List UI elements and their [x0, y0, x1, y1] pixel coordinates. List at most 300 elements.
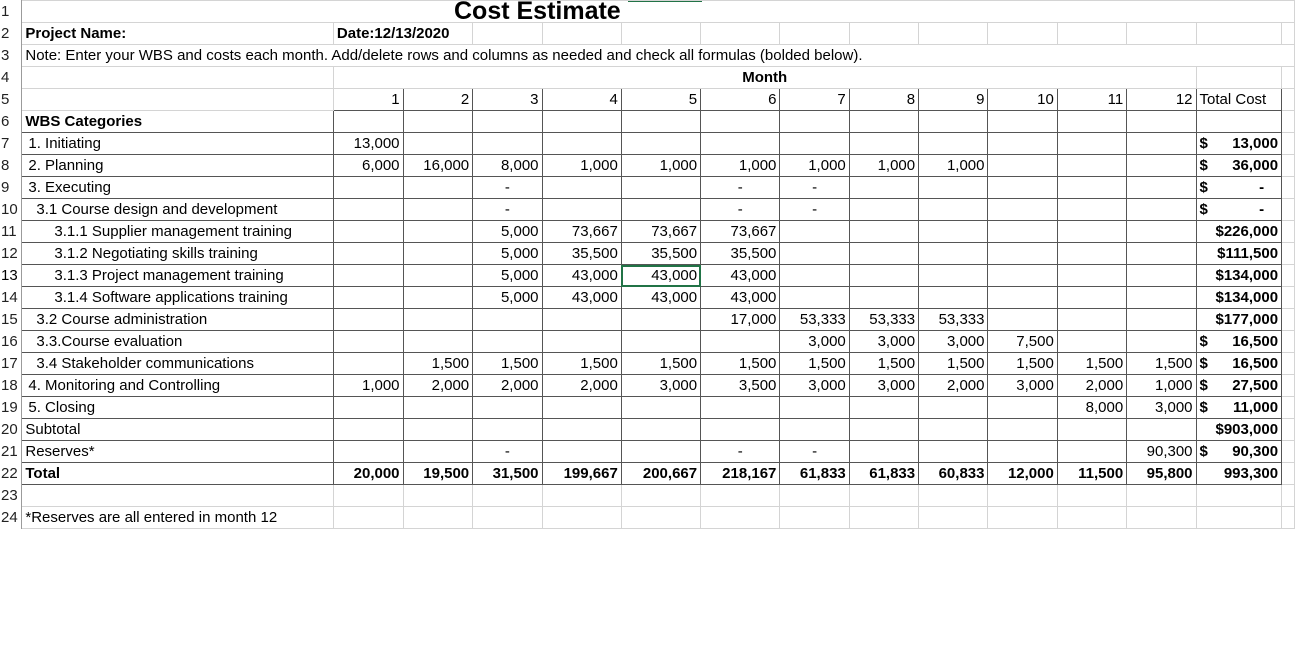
empty-cell[interactable]	[1282, 441, 1295, 463]
note-text[interactable]: Note: Enter your WBS and costs each month. Add/delete rows and columns as needed and check all formulas (bolded below).	[22, 45, 1295, 67]
empty-cell[interactable]	[473, 419, 542, 441]
month-value[interactable]	[701, 133, 780, 155]
month-value[interactable]	[1127, 133, 1196, 155]
month-value[interactable]	[988, 133, 1057, 155]
month-header[interactable]: Month	[333, 67, 1196, 89]
empty-cell[interactable]	[701, 23, 780, 45]
empty-cell[interactable]	[22, 89, 334, 111]
month-value[interactable]	[1057, 243, 1126, 265]
empty-cell[interactable]	[1196, 507, 1282, 529]
month-value[interactable]	[621, 133, 700, 155]
row-header[interactable]: 17	[0, 353, 22, 375]
empty-cell[interactable]	[621, 111, 700, 133]
row-header[interactable]: 3	[0, 45, 22, 67]
month-value[interactable]: 3,000	[780, 375, 849, 397]
empty-cell[interactable]	[403, 111, 473, 133]
month-number-7[interactable]: 7	[780, 89, 849, 111]
empty-cell[interactable]	[1057, 419, 1126, 441]
empty-cell[interactable]	[988, 507, 1057, 529]
empty-cell[interactable]	[1282, 463, 1295, 485]
month-value[interactable]: 35,500	[542, 243, 621, 265]
month-value[interactable]: 53,333	[919, 309, 988, 331]
empty-cell[interactable]	[988, 419, 1057, 441]
empty-cell[interactable]	[542, 419, 621, 441]
month-value[interactable]	[919, 199, 988, 221]
empty-cell[interactable]	[780, 23, 849, 45]
month-value[interactable]	[333, 353, 403, 375]
month-value[interactable]	[1127, 199, 1196, 221]
month-value[interactable]: 3,000	[621, 375, 700, 397]
month-value[interactable]	[780, 265, 849, 287]
month-total[interactable]: 61,833	[780, 463, 849, 485]
month-value[interactable]: 13,000	[333, 133, 403, 155]
empty-cell[interactable]	[919, 507, 988, 529]
empty-cell[interactable]	[1127, 507, 1196, 529]
month-value[interactable]	[333, 243, 403, 265]
empty-cell[interactable]	[1127, 485, 1196, 507]
wbs-label[interactable]: 1. Initiating	[22, 133, 334, 155]
empty-cell[interactable]	[1282, 243, 1295, 265]
empty-cell[interactable]	[1282, 507, 1295, 529]
month-value[interactable]: 1,000	[333, 375, 403, 397]
row-total[interactable]	[1196, 331, 1282, 353]
row-header[interactable]: 5	[0, 89, 22, 111]
month-value[interactable]: 5,000	[473, 243, 542, 265]
empty-cell[interactable]	[988, 23, 1057, 45]
month-value[interactable]	[403, 331, 473, 353]
empty-cell[interactable]	[621, 419, 700, 441]
wbs-categories-header[interactable]: WBS Categories	[22, 111, 334, 133]
month-number-3[interactable]: 3	[473, 89, 542, 111]
month-value[interactable]	[1127, 243, 1196, 265]
empty-cell[interactable]	[473, 507, 542, 529]
month-value[interactable]: -	[701, 199, 780, 221]
month-value[interactable]: 1,500	[780, 353, 849, 375]
wbs-label[interactable]: 5. Closing	[22, 397, 334, 419]
month-number-1[interactable]: 1	[333, 89, 403, 111]
month-value[interactable]	[333, 287, 403, 309]
month-number-6[interactable]: 6	[701, 89, 780, 111]
row-header[interactable]: 1	[0, 1, 22, 23]
month-value[interactable]: 5,000	[473, 265, 542, 287]
month-value[interactable]	[780, 221, 849, 243]
row-total[interactable]	[1196, 375, 1282, 397]
month-value[interactable]: 8,000	[473, 155, 542, 177]
wbs-label[interactable]: 3.1.3 Project management training	[22, 265, 334, 287]
month-value[interactable]	[403, 243, 473, 265]
row-total[interactable]: $177,000	[1196, 309, 1282, 331]
row-header[interactable]: 4	[0, 67, 22, 89]
month-value[interactable]	[333, 265, 403, 287]
month-value[interactable]	[1127, 177, 1196, 199]
empty-cell[interactable]	[1196, 485, 1282, 507]
month-value[interactable]: 43,000	[542, 265, 621, 287]
empty-cell[interactable]	[621, 485, 700, 507]
empty-cell[interactable]	[849, 111, 918, 133]
month-value[interactable]	[919, 221, 988, 243]
month-value[interactable]	[333, 441, 403, 463]
month-value[interactable]: 1,000	[621, 155, 700, 177]
month-value[interactable]	[1127, 155, 1196, 177]
month-value[interactable]	[919, 441, 988, 463]
month-value[interactable]	[919, 287, 988, 309]
month-value[interactable]: 5,000	[473, 221, 542, 243]
month-value[interactable]	[988, 243, 1057, 265]
month-value[interactable]	[988, 221, 1057, 243]
empty-cell[interactable]	[1057, 111, 1126, 133]
month-value[interactable]: 3,000	[780, 331, 849, 353]
empty-cell[interactable]	[1282, 67, 1295, 89]
empty-cell[interactable]	[701, 485, 780, 507]
month-value[interactable]	[849, 287, 918, 309]
empty-cell[interactable]	[542, 485, 621, 507]
month-value[interactable]: 2,000	[542, 375, 621, 397]
month-value[interactable]: 90,300	[1127, 441, 1196, 463]
month-total[interactable]: 95,800	[1127, 463, 1196, 485]
empty-cell[interactable]	[542, 23, 621, 45]
month-number-12[interactable]: 12	[1127, 89, 1196, 111]
subtotal-total[interactable]: $903,000	[1196, 419, 1282, 441]
month-value[interactable]: 2,000	[403, 375, 473, 397]
empty-cell[interactable]	[403, 419, 473, 441]
empty-cell[interactable]	[1282, 353, 1295, 375]
month-value[interactable]	[701, 397, 780, 419]
month-value[interactable]	[403, 397, 473, 419]
wbs-label[interactable]: 2. Planning	[22, 155, 334, 177]
empty-cell[interactable]	[1282, 397, 1295, 419]
month-value[interactable]	[542, 199, 621, 221]
empty-cell[interactable]	[473, 23, 542, 45]
month-value[interactable]: 1,000	[849, 155, 918, 177]
month-value[interactable]: 16,000	[403, 155, 473, 177]
wbs-label[interactable]: 3.3.Course evaluation	[22, 331, 334, 353]
row-header[interactable]: 14	[0, 287, 22, 309]
empty-cell[interactable]	[1282, 199, 1295, 221]
month-number-5[interactable]: 5	[621, 89, 700, 111]
month-value[interactable]: 1,000	[919, 155, 988, 177]
wbs-label[interactable]: 4. Monitoring and Controlling	[22, 375, 334, 397]
empty-cell[interactable]	[919, 485, 988, 507]
month-total[interactable]: 19,500	[403, 463, 473, 485]
empty-cell[interactable]	[919, 419, 988, 441]
month-value[interactable]	[1127, 331, 1196, 353]
month-value[interactable]	[988, 155, 1057, 177]
month-value[interactable]	[621, 177, 700, 199]
month-value[interactable]	[701, 331, 780, 353]
month-value[interactable]	[1127, 221, 1196, 243]
empty-cell[interactable]	[1282, 111, 1295, 133]
month-value[interactable]	[1057, 265, 1126, 287]
empty-cell[interactable]	[1127, 419, 1196, 441]
date-label[interactable]: Date:12/13/2020	[333, 23, 472, 45]
row-header[interactable]: 16	[0, 331, 22, 353]
total-cost-header[interactable]: Total Cost	[1196, 89, 1282, 111]
wbs-label[interactable]: 3. Executing	[22, 177, 334, 199]
total-label[interactable]: Total	[22, 463, 334, 485]
month-value[interactable]: 53,333	[849, 309, 918, 331]
month-value[interactable]: 2,000	[473, 375, 542, 397]
month-number-9[interactable]: 9	[919, 89, 988, 111]
row-header[interactable]: 20	[0, 419, 22, 441]
row-header[interactable]: 7	[0, 133, 22, 155]
empty-cell[interactable]	[22, 67, 334, 89]
month-value[interactable]: 35,500	[621, 243, 700, 265]
month-value[interactable]	[621, 331, 700, 353]
empty-cell[interactable]	[1282, 155, 1295, 177]
month-value[interactable]	[333, 177, 403, 199]
month-value[interactable]: -	[780, 177, 849, 199]
empty-cell[interactable]	[919, 23, 988, 45]
empty-cell[interactable]	[1127, 23, 1196, 45]
month-value[interactable]	[333, 199, 403, 221]
month-value[interactable]	[1057, 221, 1126, 243]
month-value[interactable]: 1,500	[849, 353, 918, 375]
empty-cell[interactable]	[1282, 265, 1295, 287]
month-value[interactable]: 43,000	[621, 265, 700, 287]
row-header[interactable]: 21	[0, 441, 22, 463]
month-value[interactable]	[403, 133, 473, 155]
row-total[interactable]	[1196, 353, 1282, 375]
month-total[interactable]: 60,833	[919, 463, 988, 485]
month-value[interactable]	[1057, 177, 1126, 199]
month-value[interactable]	[849, 243, 918, 265]
empty-cell[interactable]	[1282, 331, 1295, 353]
empty-cell[interactable]	[988, 111, 1057, 133]
month-number-8[interactable]: 8	[849, 89, 918, 111]
month-value[interactable]: 1,500	[542, 353, 621, 375]
month-value[interactable]	[403, 177, 473, 199]
empty-cell[interactable]	[1282, 221, 1295, 243]
row-header[interactable]: 24	[0, 507, 22, 529]
row-total[interactable]: $134,000	[1196, 287, 1282, 309]
month-value[interactable]	[403, 441, 473, 463]
month-value[interactable]: 8,000	[1057, 397, 1126, 419]
month-value[interactable]: 1,000	[701, 155, 780, 177]
subtotal-label[interactable]: Subtotal	[22, 419, 334, 441]
empty-cell[interactable]	[1282, 309, 1295, 331]
month-value[interactable]	[988, 397, 1057, 419]
month-value[interactable]	[1057, 331, 1126, 353]
month-number-11[interactable]: 11	[1057, 89, 1126, 111]
empty-cell[interactable]	[1282, 23, 1295, 45]
month-value[interactable]	[1057, 441, 1126, 463]
empty-cell[interactable]	[780, 485, 849, 507]
month-value[interactable]: 35,500	[701, 243, 780, 265]
row-header[interactable]: 23	[0, 485, 22, 507]
reserves-label[interactable]: Reserves*	[22, 441, 334, 463]
month-value[interactable]: 1,500	[473, 353, 542, 375]
month-value[interactable]	[333, 397, 403, 419]
title-cell[interactable]	[22, 1, 1295, 23]
month-value[interactable]: 73,667	[542, 221, 621, 243]
month-value[interactable]: 53,333	[780, 309, 849, 331]
wbs-label[interactable]: 3.2 Course administration	[22, 309, 334, 331]
empty-cell[interactable]	[1196, 23, 1282, 45]
month-total[interactable]: 31,500	[473, 463, 542, 485]
row-header[interactable]: 19	[0, 397, 22, 419]
empty-cell[interactable]	[701, 507, 780, 529]
month-value[interactable]	[1057, 155, 1126, 177]
month-value[interactable]	[780, 287, 849, 309]
project-name-label[interactable]: Project Name:	[22, 23, 334, 45]
row-total[interactable]: $111,500	[1196, 243, 1282, 265]
empty-cell[interactable]	[1282, 133, 1295, 155]
wbs-label[interactable]: 3.1.2 Negotiating skills training	[22, 243, 334, 265]
month-value[interactable]: 43,000	[701, 287, 780, 309]
month-value[interactable]	[621, 441, 700, 463]
month-value[interactable]: -	[780, 199, 849, 221]
month-value[interactable]: 43,000	[621, 287, 700, 309]
empty-cell[interactable]	[333, 111, 403, 133]
month-value[interactable]	[403, 221, 473, 243]
month-value[interactable]	[919, 177, 988, 199]
month-value[interactable]	[403, 265, 473, 287]
empty-cell[interactable]	[333, 419, 403, 441]
row-total[interactable]: $134,000	[1196, 265, 1282, 287]
month-value[interactable]: 1,500	[621, 353, 700, 375]
month-value[interactable]	[542, 133, 621, 155]
month-value[interactable]	[621, 309, 700, 331]
empty-cell[interactable]	[849, 485, 918, 507]
month-value[interactable]: -	[473, 177, 542, 199]
month-value[interactable]	[333, 221, 403, 243]
month-value[interactable]: 1,500	[988, 353, 1057, 375]
month-total[interactable]: 218,167	[701, 463, 780, 485]
month-value[interactable]	[542, 309, 621, 331]
row-total[interactable]: $226,000	[1196, 221, 1282, 243]
month-value[interactable]: -	[701, 441, 780, 463]
month-value[interactable]: -	[701, 177, 780, 199]
month-value[interactable]	[988, 441, 1057, 463]
row-header[interactable]: 11	[0, 221, 22, 243]
month-value[interactable]	[919, 265, 988, 287]
empty-cell[interactable]	[1282, 177, 1295, 199]
month-value[interactable]	[473, 397, 542, 419]
empty-cell[interactable]	[988, 485, 1057, 507]
month-value[interactable]	[988, 309, 1057, 331]
empty-cell[interactable]	[701, 111, 780, 133]
row-header[interactable]: 10	[0, 199, 22, 221]
empty-cell[interactable]	[1282, 287, 1295, 309]
month-value[interactable]: 5,000	[473, 287, 542, 309]
empty-cell[interactable]	[849, 23, 918, 45]
month-value[interactable]: 1,000	[1127, 375, 1196, 397]
month-value[interactable]: 3,500	[701, 375, 780, 397]
month-value[interactable]	[1127, 309, 1196, 331]
empty-cell[interactable]	[780, 419, 849, 441]
row-header[interactable]: 2	[0, 23, 22, 45]
empty-cell[interactable]	[1057, 23, 1126, 45]
reserves-total[interactable]	[1196, 441, 1282, 463]
month-value[interactable]	[333, 309, 403, 331]
month-value[interactable]: -	[473, 199, 542, 221]
month-value[interactable]	[542, 177, 621, 199]
empty-cell[interactable]	[333, 507, 403, 529]
month-value[interactable]	[780, 243, 849, 265]
month-value[interactable]: 1,500	[1127, 353, 1196, 375]
month-value[interactable]: 1,500	[1057, 353, 1126, 375]
empty-cell[interactable]	[1282, 485, 1295, 507]
row-header[interactable]: 6	[0, 111, 22, 133]
month-value[interactable]	[849, 221, 918, 243]
month-value[interactable]	[849, 199, 918, 221]
month-number-2[interactable]: 2	[403, 89, 473, 111]
empty-cell[interactable]	[473, 485, 542, 507]
month-total[interactable]: 200,667	[621, 463, 700, 485]
row-header[interactable]: 22	[0, 463, 22, 485]
empty-cell[interactable]	[780, 507, 849, 529]
month-value[interactable]	[988, 177, 1057, 199]
empty-cell[interactable]	[1057, 507, 1126, 529]
month-value[interactable]: 43,000	[542, 287, 621, 309]
month-value[interactable]	[780, 133, 849, 155]
wbs-label[interactable]: 3.1 Course design and development	[22, 199, 334, 221]
empty-cell[interactable]	[1057, 485, 1126, 507]
month-value[interactable]	[542, 331, 621, 353]
month-value[interactable]: 2,000	[1057, 375, 1126, 397]
empty-cell[interactable]	[701, 419, 780, 441]
month-value[interactable]: 3,000	[849, 375, 918, 397]
row-header[interactable]: 15	[0, 309, 22, 331]
month-value[interactable]	[473, 309, 542, 331]
month-value[interactable]: 3,000	[849, 331, 918, 353]
row-header[interactable]: 18	[0, 375, 22, 397]
empty-cell[interactable]	[542, 507, 621, 529]
month-value[interactable]	[333, 331, 403, 353]
month-value[interactable]	[403, 199, 473, 221]
month-value[interactable]: 3,000	[1127, 397, 1196, 419]
month-value[interactable]: 3,000	[988, 375, 1057, 397]
empty-cell[interactable]	[621, 23, 700, 45]
month-value[interactable]	[1057, 287, 1126, 309]
month-value[interactable]	[403, 287, 473, 309]
month-value[interactable]: 1,500	[403, 353, 473, 375]
empty-cell[interactable]	[1196, 111, 1282, 133]
month-value[interactable]: 7,500	[988, 331, 1057, 353]
empty-cell[interactable]	[621, 507, 700, 529]
empty-cell[interactable]	[1282, 375, 1295, 397]
empty-cell[interactable]	[333, 485, 403, 507]
month-value[interactable]	[988, 265, 1057, 287]
month-total[interactable]: 11,500	[1057, 463, 1126, 485]
month-value[interactable]: -	[473, 441, 542, 463]
month-total[interactable]: 199,667	[542, 463, 621, 485]
month-value[interactable]	[473, 133, 542, 155]
empty-cell[interactable]	[542, 111, 621, 133]
month-value[interactable]	[1127, 287, 1196, 309]
month-total[interactable]: 20,000	[333, 463, 403, 485]
grand-total[interactable]: 993,300	[1196, 463, 1282, 485]
row-header[interactable]: 13	[0, 265, 22, 287]
month-value[interactable]	[919, 133, 988, 155]
month-value[interactable]	[542, 441, 621, 463]
month-value[interactable]	[849, 397, 918, 419]
month-value[interactable]: 1,500	[701, 353, 780, 375]
row-header[interactable]: 8	[0, 155, 22, 177]
footnote[interactable]: *Reserves are all entered in month 12	[22, 507, 334, 529]
month-value[interactable]	[849, 441, 918, 463]
month-value[interactable]	[988, 199, 1057, 221]
empty-cell[interactable]	[473, 111, 542, 133]
month-value[interactable]	[542, 397, 621, 419]
month-value[interactable]: 43,000	[701, 265, 780, 287]
row-total[interactable]	[1196, 199, 1282, 221]
empty-cell[interactable]	[1196, 67, 1282, 89]
month-value[interactable]: 17,000	[701, 309, 780, 331]
month-value[interactable]: 3,000	[919, 331, 988, 353]
empty-cell[interactable]	[22, 485, 334, 507]
month-value[interactable]	[1057, 133, 1126, 155]
